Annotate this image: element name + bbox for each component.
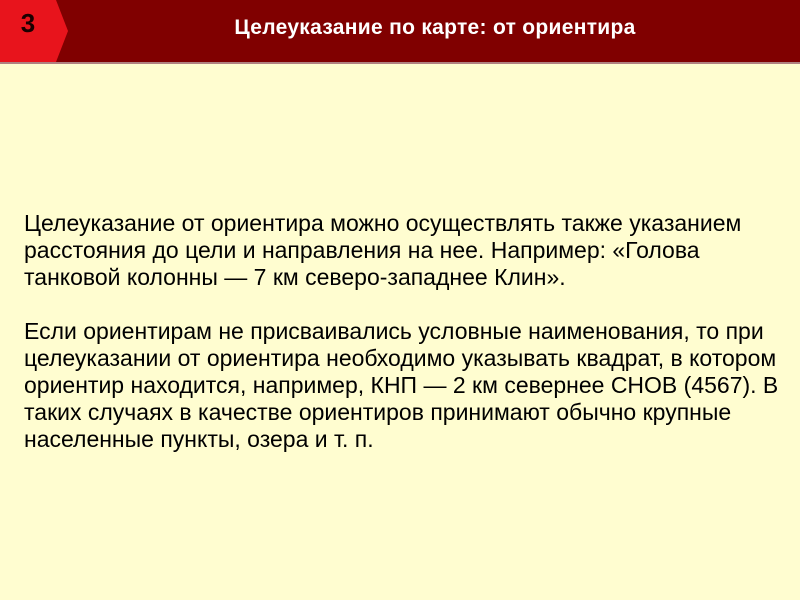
- slide-title: Целеуказание по карте: от ориентира: [234, 16, 636, 39]
- slide-number-badge: [0, 0, 70, 62]
- paragraph-1: Целеуказание от ориентира можно осуществлять также указанием расстояния до цели и направления на нее. Например: «Голова танковой колонны — 7 км северо-западнее Клин».: [24, 210, 742, 290]
- slide-number: 3: [20, 8, 36, 38]
- header-divider: [0, 62, 800, 64]
- paragraph-2: Если ориентирам не присваивались условные наименования, то при целеуказании от ориентира необходимо указывать квадрат, в котором ориентир находится, например, КНП — 2 км севернее СНОВ (4567). В таких случаях в качестве ориентиров принимают обычно крупные населенные пункты, озера и т. п.: [24, 318, 779, 452]
- body-text: [24, 210, 784, 453]
